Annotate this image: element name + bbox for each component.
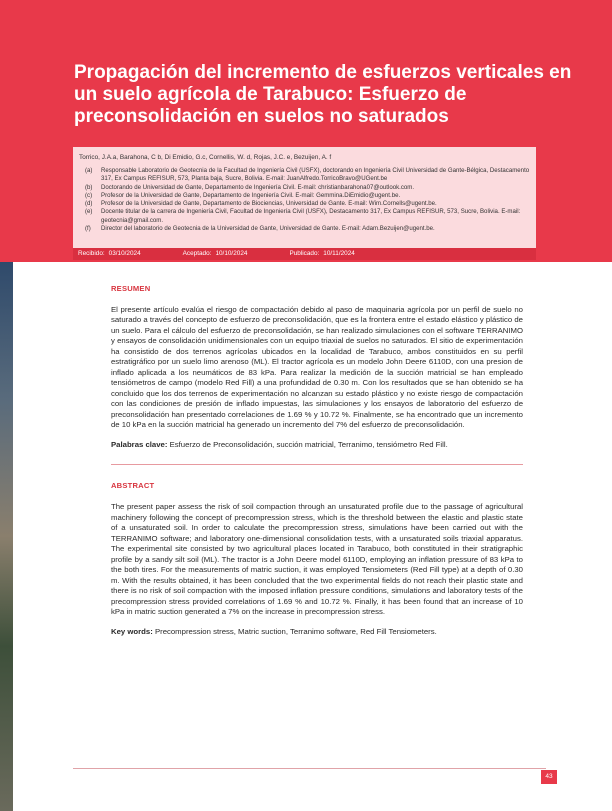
affiliation-item	[79, 192, 530, 200]
affiliation-item	[79, 184, 530, 192]
abstract-body: The present paper assess the risk of soil compaction through an unsaturated profile due to the passage of agricultural machinery following the concept of precompression stress, which is the threshold between the elastic and plastic state of a unsaturated soil. In order to calculate the precompression stress, simulations have been carried out with the TERRANIMO software; and laboratory one-dimensional consolidation tests, with a unsaturated soils triaxial apparatus. The experimental site consisted by two agricultural places located in Tarabuco, both constituted in their stratigraphic profile by a sandy silt soil (ML). The tractor is a John Deere model 6110D, employing an inflation pressure of 83 kPa to the both tires. For the measurements of matric suction, it was employed Tensiometers (Red Fill type) at a depth of 0.30 m. With the results obtained, it has been concluded that the two experimental fields do not reach their plastic state and there is no risk of soil compaction with the imposed inflation pressure conditions, simulations and laboratory tests of the precompression stress provided correlations of 1.69 % and 10.72 %. Finally, it has been found that an increase of 10 kPa in matric suction generated a 7% on the increase in precompression stress.	[111, 502, 523, 616]
article-title: Propagación del incremento de esfuerzos verticales en un suelo agrícola de Tarabuco: Esfuerzo de preconsolidación en suelos no saturados	[74, 62, 572, 127]
dates-bar	[73, 248, 536, 260]
affiliation-key: (d)	[85, 200, 93, 208]
affiliation-text: Doctorando de Universidad de Gante, Departamento de Ingeniería Civil. E-mail: christianbarahona07@outlook.com.	[101, 183, 415, 191]
abstract-keywords	[111, 627, 523, 637]
resumen-keywords	[111, 440, 523, 450]
received-label: Recibido:	[78, 250, 105, 257]
received-date: 03/10/2024	[108, 250, 141, 257]
resumen-body: El presente artículo evalúa el riesgo de compactación debido al paso de maquinaria agrícola por un perfil de suelo no saturado a través del concepto de esfuerzo de preconsolidación, que es la frontera entre el estado elástico y plástico de un suelo. Para el cálculo del esfuerzo de preconsolidación, se han realizado simulaciones con el software TERRANIMO y ensayos de consolidación unidimensionales con un equipo triaxial de suelos no saturados. El sitio de experimentación ha consistido de dos terrenos agrícolas ubicados en la localidad de Tarabuco, ambos constituidos en su perfil estratigráfico por un suelo limo arenoso (ML). El tractor agrícola es un modelo John Deere 6110D, con una presion de inflado aplicada a los neumáticos de 83 kPa. Para realizar la medición de la succión matricial se han empleado tensiómetros de campo (modelo Red Fill) a una profundidad de 0.30 m. Con los resultados que se han obtenido se ha concluido que los dos terrenos de experimentación no alcanzan su estado plástico y no existe riesgo de compactación con las condiciones de presión de inflado impuestas, las simulaciones y los ensayos de laboratorio del esfuerzo de preconsolidación han presentado correlaciones de 1.69 % y 10.72 %. Finalmente, se ha encontrado que un incremento de 10 kPa en la succión matricial ha generado un incremento del 7% del esfuerzo de preconsolidación.	[111, 305, 523, 429]
published-label: Publicado:	[289, 250, 320, 257]
affiliation-item	[79, 208, 530, 225]
affiliation-key: (e)	[85, 208, 93, 216]
side-photo-strip	[0, 262, 13, 811]
abstract-title: ABSTRACT	[111, 481, 155, 491]
keywords-label: Key words:	[111, 627, 153, 637]
affiliation-key: (f)	[85, 225, 91, 233]
authors-list: Torrico, J.A.a, Barahona, C b, Di Emidio, G.c, Cornellis, W. d, Rojas, J.C. e, Bezuijen, A. f	[79, 154, 332, 161]
resumen-title: RESUMEN	[111, 284, 151, 293]
affiliation-item	[79, 167, 530, 184]
affiliation-text: Responsable Laboratorio de Geotecnia de la Facultad de Ingeniería Civil (USFX), doctorando en Ingeniería Civil Universidad de Gante-Bélgica, Destacamento 317, Ex Campus REFISUR, 573, Planta baja, Sucre, Bolivia. E-mail: JuanAlfredo.TorricoBravo@UGent.be	[101, 167, 530, 183]
affiliation-key: (a)	[85, 167, 93, 174]
published-date: 10/11/2024	[323, 250, 355, 257]
accepted-date: 10/10/2024	[215, 250, 248, 257]
page-number: 43	[541, 770, 557, 784]
affiliation-text: Profesor de la Universidad de Gante, Departamento de Ingeniería Civil. E-mail: Gemmina.DiEmidio@ugent.be.	[101, 191, 401, 199]
affiliation-key: (b)	[85, 183, 93, 191]
keywords-label: Palabras clave:	[111, 440, 168, 450]
authors-box	[73, 147, 536, 260]
affiliations-list	[79, 167, 530, 233]
affiliation-key: (c)	[85, 191, 93, 199]
affiliation-item	[79, 200, 530, 208]
keywords-text: Precompression stress, Matric suction, Terranimo software, Red Fill Tensiometers.	[154, 627, 437, 637]
accepted-label: Aceptado:	[182, 250, 212, 257]
affiliation-text: Docente titular de la carrera de Ingeniería Civil, Facultad de Ingeniería Civil (USFX), Destacamento 317, Ex Campus REFISUR, 573, Sucre, Bolivia. E-mail: geotecnia@gmail.com.	[101, 208, 521, 224]
keywords-text: Esfuerzo de Preconsolidación, succión matricial, Terranimo, tensiómetro Red Fill.	[169, 440, 448, 450]
affiliation-text: Profesor de la Universidad de Gante, Departamento de Biociencias, Universidad de Gante. E-mail: Wim.Cornells@ugent.be.	[101, 200, 437, 208]
affiliation-text: Director del laboratorio de Geotecnia de la Universidad de Gante, Universidad de Gante. E-mail: Adam.Bezuijen@ugent.be.	[101, 225, 435, 233]
main-content	[111, 262, 523, 637]
footer-divider	[73, 768, 546, 769]
section-divider	[111, 464, 523, 465]
affiliation-item	[79, 225, 530, 233]
